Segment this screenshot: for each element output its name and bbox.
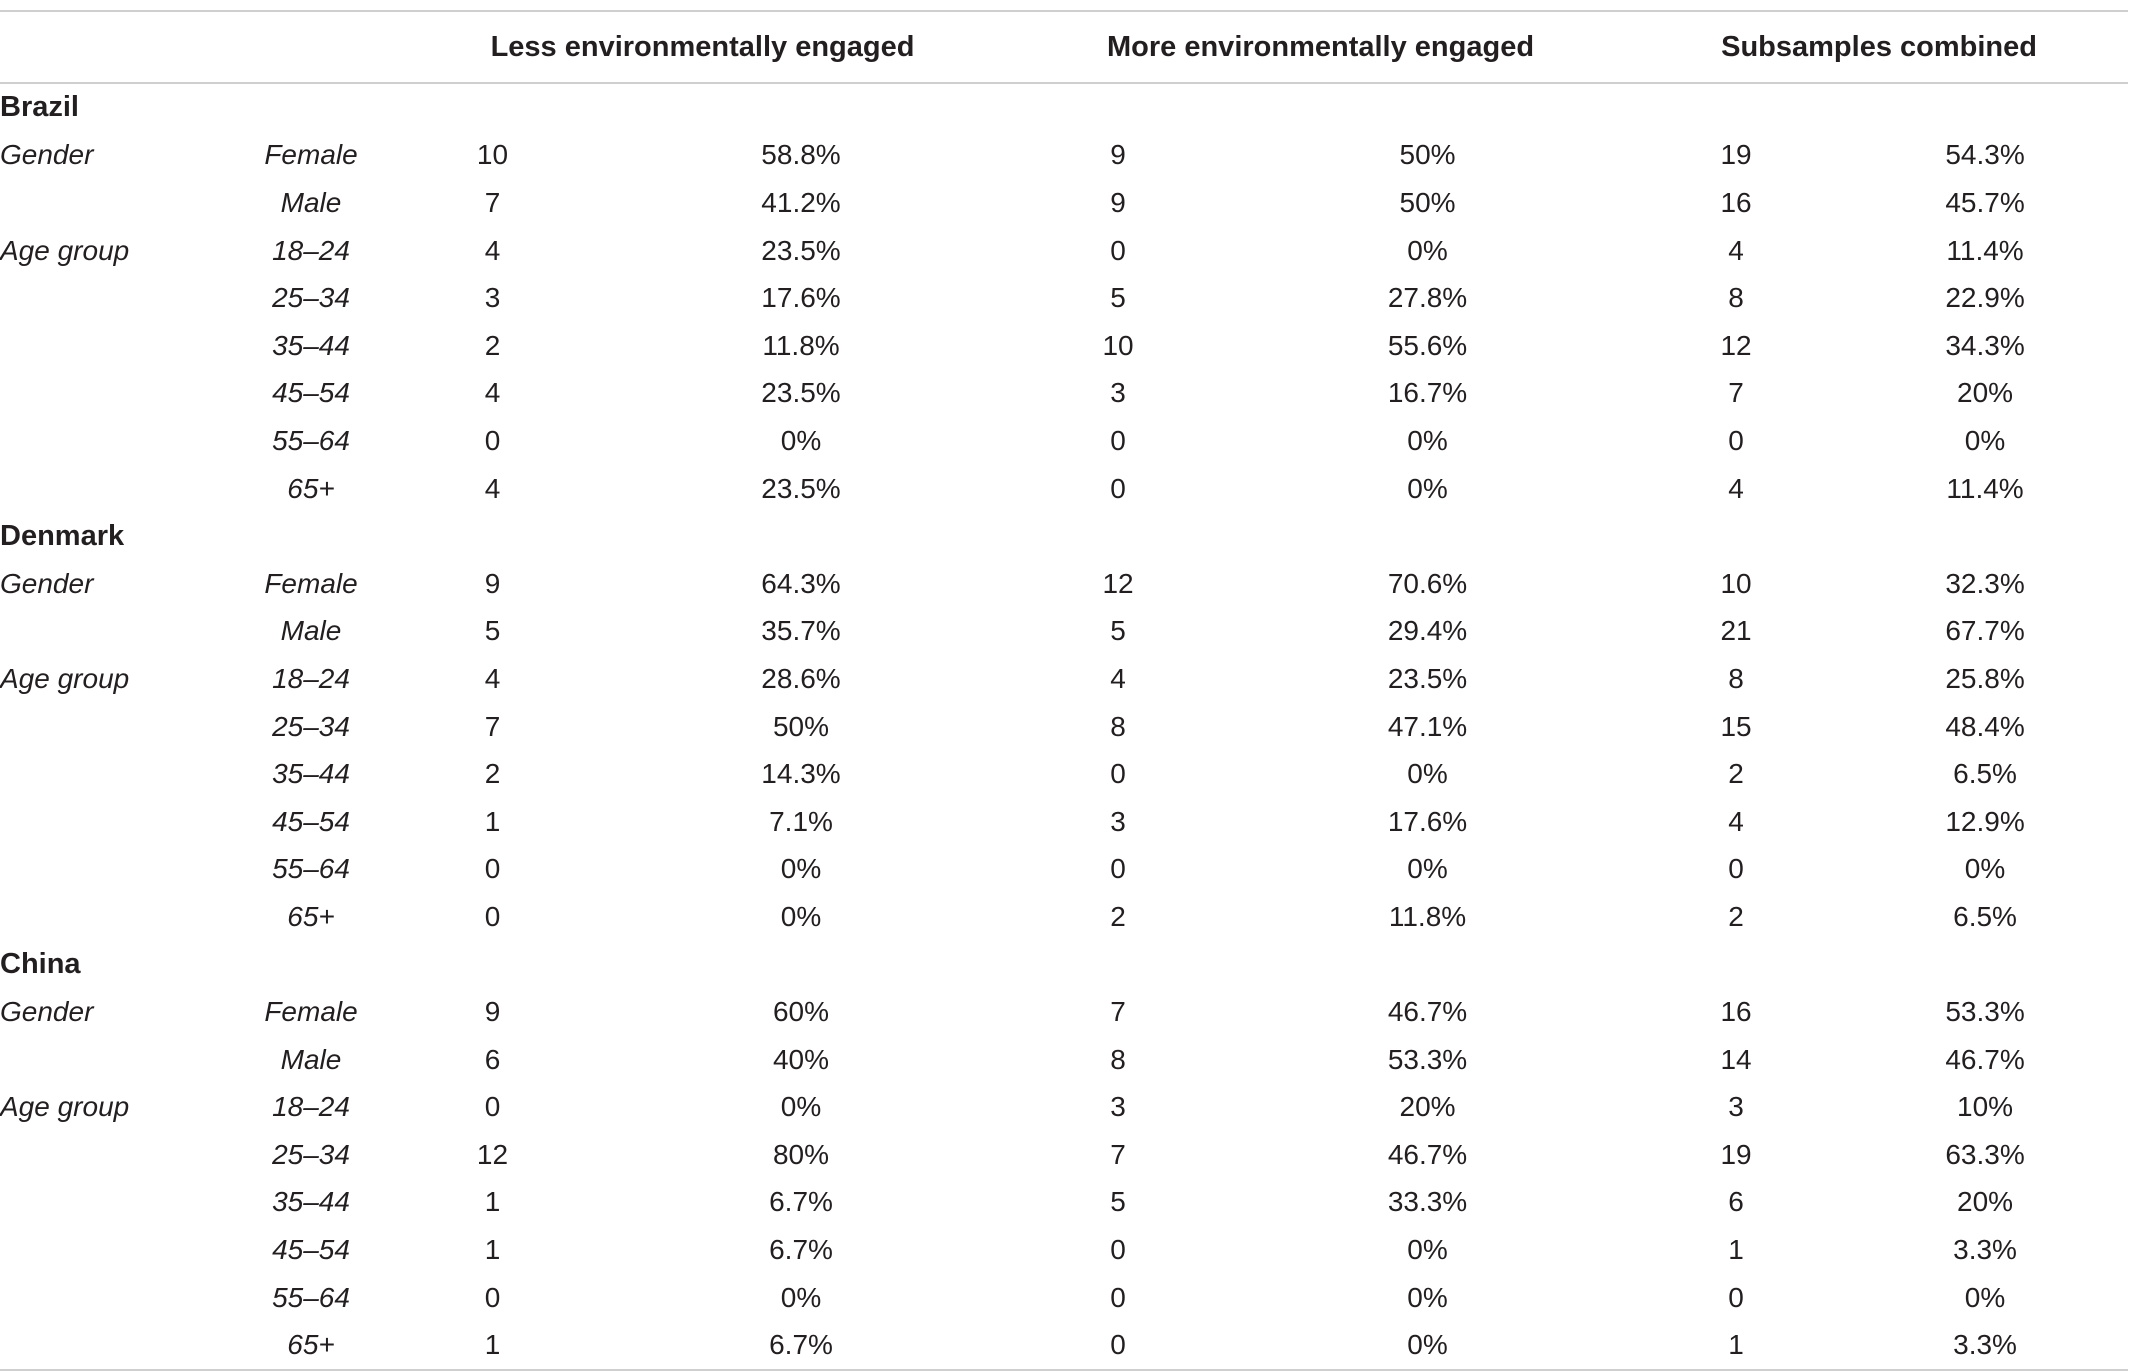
more-engaged-count: 8 [1110,1043,1126,1075]
combined-count: 6 [1728,1186,1744,1218]
less-engaged-percent: 40% [772,1043,830,1075]
header-cell-blank-1 [0,11,228,83]
table-row [0,988,2128,1036]
less-engaged-percent: 50% [772,710,830,742]
less-engaged-percent: 6.7% [591,1321,1011,1370]
combined-percent: 20% [1957,1186,2014,1218]
group-label [0,608,228,656]
group-label [0,703,228,751]
less-engaged-percent: 60% [772,996,830,1028]
more-engaged-percent: 27.8% [1387,282,1468,314]
more-engaged-percent: 50% [1399,139,1456,171]
combined-percent: 3.3% [1953,1234,2017,1266]
more-engaged-count: 0 [1110,234,1126,266]
group-label [0,1179,228,1227]
subgroup-label: 55–64 [272,1281,350,1313]
subgroup-label: 65+ [228,1321,394,1370]
less-engaged-percent: 0% [780,853,822,885]
table-row [0,1179,2128,1227]
less-engaged-percent: 0% [780,900,822,932]
combined-count: 1 [1728,1234,1744,1266]
table-row [0,703,2128,751]
less-engaged-percent: 17.6% [761,282,841,314]
combined-percent: 63.3% [1945,1138,2025,1170]
combined-count: 0 [1728,424,1744,456]
more-engaged-count: 0 [1110,1281,1126,1313]
more-engaged-percent: 29.4% [1387,615,1468,647]
combined-count: 0 [1728,1281,1744,1313]
less-engaged-count: 4 [484,377,501,409]
less-engaged-count: 2 [484,758,501,790]
more-engaged-percent: 23.5% [1387,662,1468,694]
group-label: Age group [0,662,130,694]
combined-percent: 11.4% [1946,234,2024,266]
table-row [0,274,2128,322]
country-row [0,83,2128,132]
more-engaged-count: 0 [1110,424,1126,456]
more-engaged-count: 3 [1110,377,1126,409]
more-engaged-count: 5 [1110,615,1126,647]
less-engaged-percent: 23.5% [761,234,841,266]
group-label: Gender [0,139,94,171]
subgroup-label: Female [264,567,358,599]
table-row [0,1321,2128,1370]
combined-count: 4 [1728,805,1744,837]
more-engaged-count: 12 [1102,567,1134,599]
more-engaged-percent: 55.6% [1387,329,1468,361]
combined-percent: 46.7% [1945,1043,2025,1075]
group-label [0,1274,228,1322]
header-cell-blank-2 [228,11,394,83]
more-engaged-count: 8 [1110,710,1126,742]
combined-percent: 48.4% [1945,710,2025,742]
more-engaged-percent: 0% [1225,1321,1630,1370]
more-engaged-count: 0 [1110,1234,1126,1266]
less-engaged-percent: 64.3% [761,567,841,599]
combined-count: 10 [1720,567,1752,599]
more-engaged-percent: 46.7% [1387,1138,1468,1170]
less-engaged-percent: 58.8% [761,139,841,171]
subgroup-label: Male [280,1043,342,1075]
more-engaged-percent: 0% [1407,1234,1448,1266]
less-engaged-count: 0 [484,1091,501,1123]
less-engaged-percent: 14.3% [761,758,841,790]
more-engaged-count: 10 [1102,329,1134,361]
table-row [0,1274,2128,1322]
combined-count: 2 [1728,900,1744,932]
more-engaged-count: 0 [1110,758,1126,790]
subgroup-label: 45–54 [272,805,350,837]
combined-count: 0 [1728,853,1744,885]
subgroup-label: 55–64 [272,853,350,885]
combined-count: 4 [1728,472,1744,504]
less-engaged-percent: 35.7% [761,615,841,647]
header-less-engaged: Less environmentally engaged [394,11,1011,83]
combined-count: 8 [1728,662,1744,694]
more-engaged-percent: 20% [1399,1091,1456,1123]
more-engaged-percent: 0% [1407,424,1448,456]
more-engaged-percent: 70.6% [1387,567,1468,599]
less-engaged-count: 7 [484,186,501,218]
table-row [0,560,2128,608]
group-label [0,274,228,322]
subgroup-label: 18–24 [272,1091,350,1123]
combined-percent: 34.3% [1945,329,2025,361]
more-engaged-count: 0 [1110,472,1126,504]
combined-percent: 10% [1957,1091,2014,1123]
subgroup-label: 35–44 [272,329,350,361]
more-engaged-percent: 50% [1399,186,1456,218]
more-engaged-percent: 53.3% [1387,1043,1468,1075]
country-label: China [0,947,81,980]
group-label [0,465,228,513]
subgroup-label: 55–64 [272,424,350,456]
less-engaged-count: 7 [484,710,501,742]
more-engaged-count: 0 [1011,1321,1225,1370]
combined-percent: 3.3% [1842,1321,2128,1370]
subgroup-label: Male [280,186,342,218]
table-body [0,83,2128,1370]
less-engaged-percent: 0% [780,424,822,456]
less-engaged-count: 4 [484,662,501,694]
less-engaged-percent: 28.6% [761,662,841,694]
more-engaged-percent: 17.6% [1387,805,1468,837]
table-row [0,227,2128,275]
less-engaged-count: 9 [484,996,501,1028]
combined-percent: 0% [1964,424,2006,456]
more-engaged-count: 3 [1110,805,1126,837]
group-label [0,1131,228,1179]
combined-percent: 0% [1964,853,2006,885]
less-engaged-count: 5 [484,615,501,647]
table-row [0,179,2128,227]
more-engaged-count: 7 [1110,1138,1126,1170]
table-row [0,1131,2128,1179]
less-engaged-percent: 80% [772,1138,830,1170]
combined-percent: 32.3% [1945,567,2025,599]
more-engaged-percent: 0% [1407,758,1448,790]
more-engaged-percent: 0% [1407,234,1448,266]
group-label [0,893,228,941]
subgroup-label: 25–34 [272,710,350,742]
combined-count: 14 [1720,1043,1752,1075]
less-engaged-percent: 6.7% [769,1186,833,1218]
more-engaged-count: 0 [1110,853,1126,885]
header-subsamples-combined: Subsamples combined [1630,11,2128,83]
less-engaged-percent: 11.8% [762,329,840,361]
more-engaged-percent: 33.3% [1387,1186,1468,1218]
table-row [0,655,2128,703]
more-engaged-percent: 0% [1407,472,1448,504]
combined-count: 1 [1630,1321,1842,1370]
less-engaged-percent: 0% [780,1091,822,1123]
more-engaged-percent: 47.1% [1387,710,1468,742]
combined-count: 19 [1720,1138,1752,1170]
combined-count: 15 [1720,710,1752,742]
combined-count: 2 [1728,758,1744,790]
subgroup-label: 18–24 [272,234,350,266]
more-engaged-count: 9 [1110,186,1126,218]
table-row [0,893,2128,941]
subgroup-label: 65+ [287,472,335,504]
group-label: Gender [0,567,94,599]
less-engaged-count: 10 [476,139,509,171]
combined-percent: 0% [1964,1281,2006,1313]
combined-count: 12 [1720,329,1752,361]
combined-count: 4 [1728,234,1744,266]
group-label [0,750,228,798]
table-row [0,798,2128,846]
combined-percent: 67.7% [1945,615,2025,647]
combined-count: 8 [1728,282,1744,314]
subgroup-label: Male [280,615,342,647]
group-label [0,846,228,894]
less-engaged-count: 3 [484,282,501,314]
subgroup-label: 25–34 [272,282,350,314]
more-engaged-count: 5 [1110,1186,1126,1218]
less-engaged-percent: 7.1% [769,805,833,837]
combined-percent: 45.7% [1945,186,2025,218]
combined-count: 16 [1720,186,1752,218]
group-label: Gender [0,996,94,1028]
table-row [0,417,2128,465]
more-engaged-percent: 0% [1407,1281,1448,1313]
more-engaged-count: 7 [1110,996,1126,1028]
group-label [0,370,228,418]
table-row [0,846,2128,894]
group-label: Age group [0,1091,130,1123]
subgroup-label: 35–44 [272,1186,350,1218]
less-engaged-count: 12 [476,1138,509,1170]
country-row [0,512,2128,560]
group-label [0,1321,228,1370]
table-row [0,608,2128,656]
less-engaged-count: 1 [484,805,501,837]
more-engaged-percent: 16.7% [1387,377,1468,409]
less-engaged-count: 0 [484,424,501,456]
subgroup-label: 25–34 [272,1138,350,1170]
combined-percent: 6.5% [1953,758,2017,790]
combined-percent: 20% [1957,377,2014,409]
table-row [0,750,2128,798]
less-engaged-count: 0 [484,1281,501,1313]
less-engaged-count: 9 [484,567,501,599]
table-row [0,1036,2128,1084]
subgroup-label: 35–44 [272,758,350,790]
less-engaged-count: 4 [484,234,501,266]
table-row [0,1083,2128,1131]
combined-count: 21 [1720,615,1752,647]
combined-percent: 6.5% [1953,900,2017,932]
less-engaged-percent: 6.7% [769,1234,833,1266]
group-label [0,417,228,465]
less-engaged-count: 0 [484,853,501,885]
less-engaged-count: 6 [484,1043,501,1075]
subgroup-label: 65+ [287,900,335,932]
combined-percent: 11.4% [1946,472,2024,504]
less-engaged-percent: 0% [780,1281,822,1313]
table-row [0,1226,2128,1274]
group-label [0,1036,228,1084]
less-engaged-count: 1 [394,1321,591,1370]
more-engaged-percent: 11.8% [1388,900,1467,932]
more-engaged-percent: 0% [1407,853,1448,885]
combined-percent: 22.9% [1945,282,2025,314]
combined-percent: 12.9% [1945,805,2025,837]
table-row [0,465,2128,513]
combined-count: 3 [1728,1091,1744,1123]
country-label: Denmark [0,519,125,552]
less-engaged-count: 1 [484,1186,501,1218]
combined-percent: 25.8% [1945,662,2025,694]
combined-percent: 53.3% [1945,996,2025,1028]
combined-percent: 54.3% [1945,139,2025,171]
table-row [0,370,2128,418]
combined-count: 7 [1728,377,1744,409]
less-engaged-percent: 23.5% [761,472,841,504]
more-engaged-count: 5 [1110,282,1126,314]
subgroup-label: 45–54 [272,1234,350,1266]
more-engaged-count: 2 [1110,900,1126,932]
group-label [0,798,228,846]
group-label: Age group [0,234,130,266]
group-label [0,179,228,227]
group-label [0,1226,228,1274]
group-label [0,322,228,370]
header-more-engaged: More environmentally engaged [1011,11,1630,83]
less-engaged-count: 0 [484,900,501,932]
more-engaged-count: 9 [1110,139,1126,171]
combined-count: 16 [1720,996,1752,1028]
less-engaged-percent: 23.5% [761,377,841,409]
country-label: Brazil [0,91,79,124]
table-header-row [0,11,2128,83]
less-engaged-count: 2 [484,329,501,361]
table-row [0,322,2128,370]
less-engaged-percent: 41.2% [761,186,841,218]
less-engaged-count: 1 [484,1234,501,1266]
more-engaged-count: 3 [1110,1091,1126,1123]
subgroup-label: Female [264,996,358,1028]
subgroup-label: Female [264,139,358,171]
combined-count: 19 [1720,139,1752,171]
subgroup-label: 45–54 [272,377,350,409]
more-engaged-count: 4 [1110,662,1126,694]
more-engaged-percent: 46.7% [1387,996,1468,1028]
demographics-table [0,10,2128,1371]
subgroup-label: 18–24 [272,662,350,694]
table-row [0,132,2128,180]
country-row [0,941,2128,989]
less-engaged-count: 4 [484,472,501,504]
